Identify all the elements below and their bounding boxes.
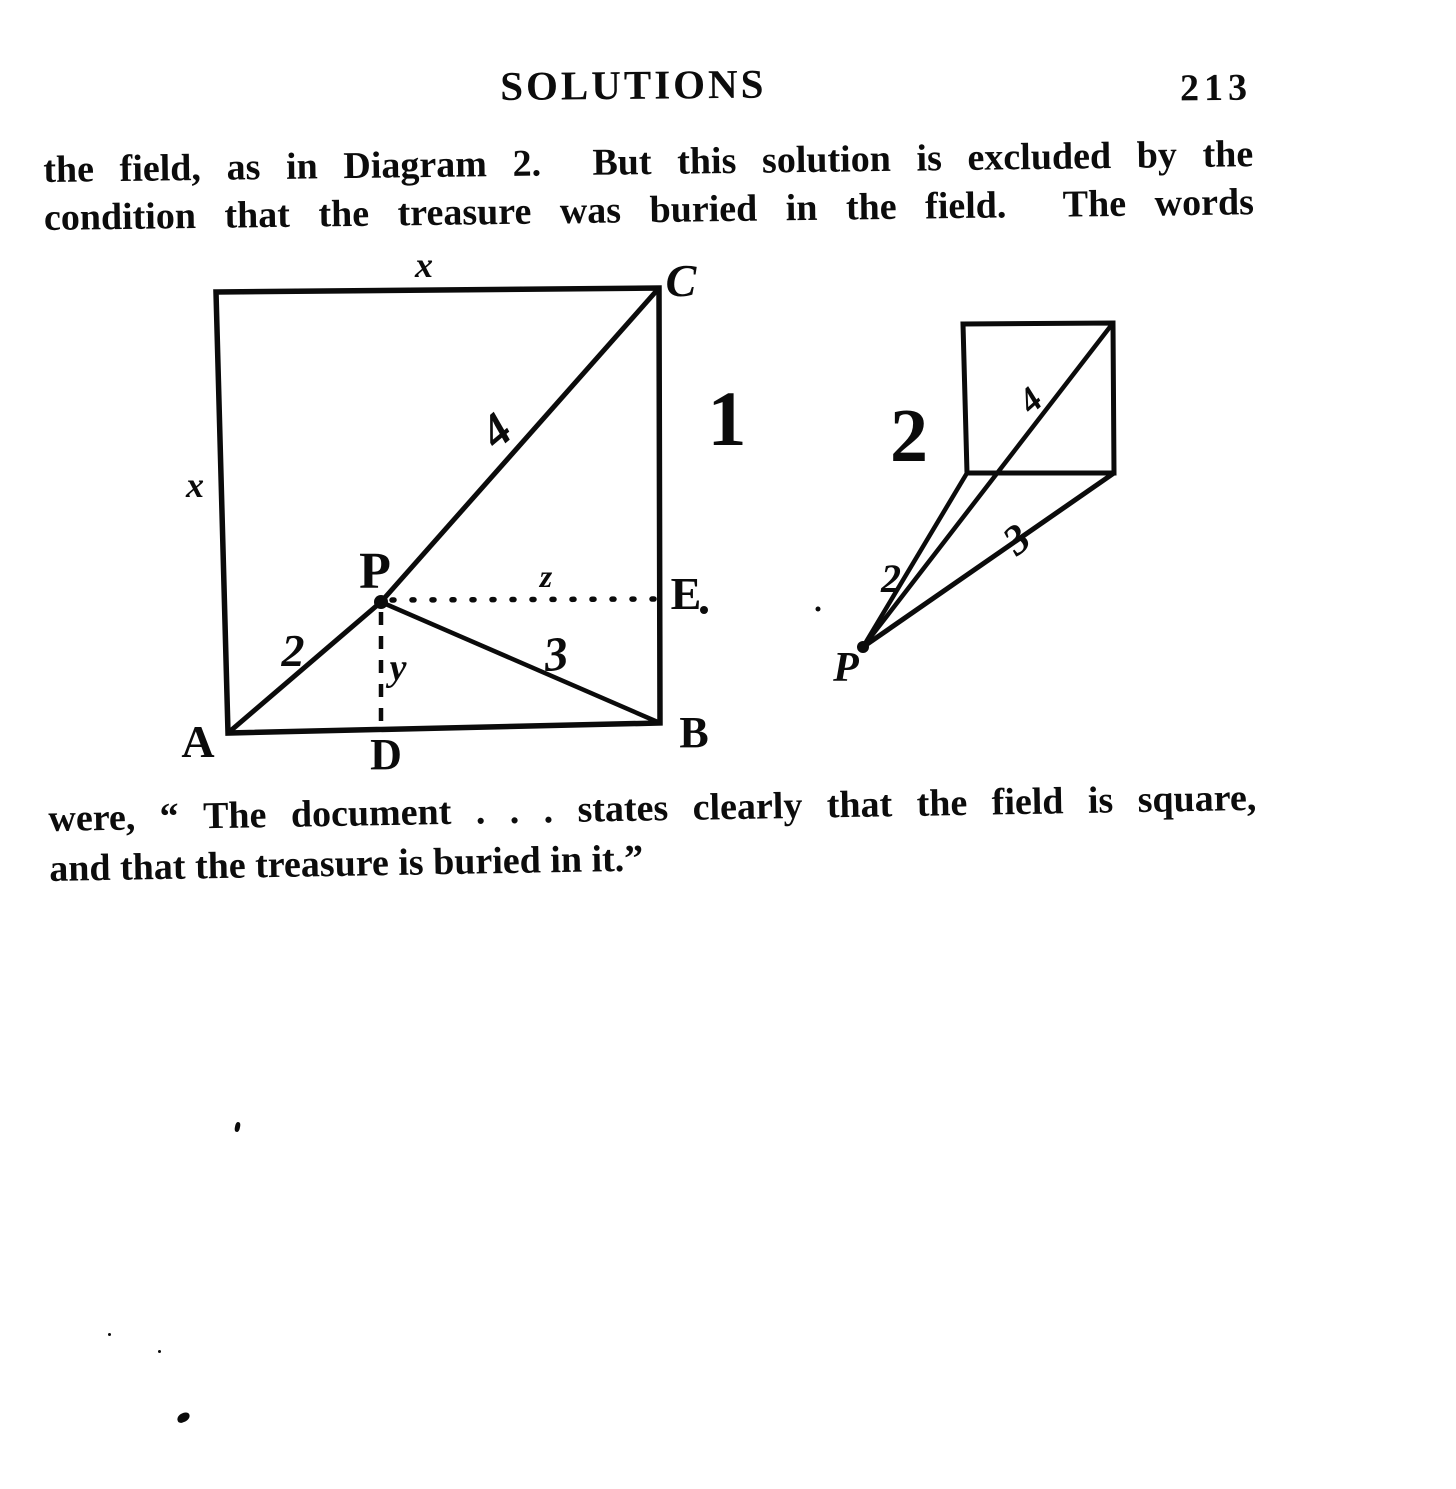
label-distance-2: 2 (881, 556, 901, 601)
label-distance-PD: y (389, 647, 407, 689)
diagram-1 (181, 245, 746, 779)
paragraph-top (43, 130, 1254, 242)
label-side-left-x: x (186, 465, 204, 505)
segment-A-P (228, 602, 381, 733)
label-vertex-E: E (670, 568, 702, 619)
paragraph-bottom (48, 773, 1258, 894)
figure-number-1: 1 (707, 375, 747, 462)
label-distance-PC: 4 (469, 402, 523, 459)
label-vertex-B: B (679, 708, 709, 757)
label-distance-PE: z (539, 558, 553, 594)
paragraph-bottom-line1: were, “ The document . . . states clearly that the field is square, (48, 776, 1257, 840)
paragraph-top-line2: condition that the treasure was buried in the field. The words (43, 181, 1255, 239)
page-title: SOLUTIONS (500, 60, 767, 109)
label-side-top-x: x (415, 245, 433, 285)
segment-P-B (381, 602, 660, 723)
ink-speck (158, 1350, 161, 1353)
dotted-segment-P-E (392, 599, 655, 600)
paragraph-top-line1: the field, as in Diagram 2. But this solution is excluded by the (43, 133, 1254, 191)
label-point-P2: P (833, 645, 859, 691)
label-distance-3: 3 (994, 515, 1040, 565)
ink-speck (108, 1333, 111, 1336)
ink-speck (176, 1411, 191, 1424)
label-vertex-P: P (359, 543, 391, 600)
figure-number-2: 2 (890, 394, 928, 478)
geometry-figures (140, 230, 1260, 790)
label-vertex-D: D (370, 730, 402, 779)
paragraph-bottom-line2: and that the treasure is buried in it.” (48, 837, 644, 890)
page-number: 213 (1179, 66, 1253, 110)
label-distance-4: 4 (1009, 379, 1051, 421)
label-vertex-C: C (665, 255, 697, 306)
ink-speck-near-P2 (816, 607, 821, 612)
segment-P-near-corner (863, 473, 967, 647)
label-distance-AP: 2 (281, 625, 305, 676)
diagram-2 (816, 323, 1115, 691)
label-vertex-A: A (181, 716, 215, 767)
ink-speck (234, 1122, 241, 1133)
label-distance-PB: 3 (541, 626, 571, 683)
